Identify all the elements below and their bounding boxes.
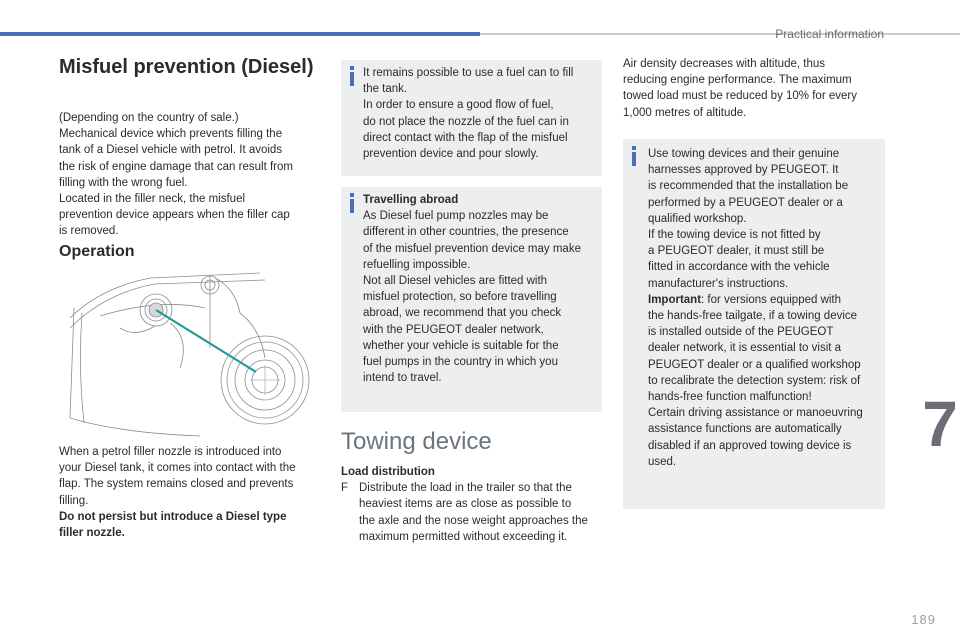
chapter-number: 7 [922, 388, 958, 460]
fuel-can-note [341, 60, 602, 176]
info-icon [347, 193, 357, 213]
text-line: Certain driving assistance or manoeuvring [648, 407, 863, 420]
text-line: tank of a Diesel vehicle with petrol. It avoids [59, 144, 283, 157]
text-line: used. [648, 455, 677, 468]
text-line: harnesses approved by PEUGEOT. It [648, 164, 839, 177]
text-line: As Diesel fuel pump nozzles may be [363, 210, 549, 223]
header-rule [480, 33, 960, 35]
text-line: Not all Diesel vehicles are fitted with [363, 275, 548, 288]
text-line: towed load must be reduced by 10% for every [623, 90, 857, 103]
text-line: abroad, we recommend that you check [363, 307, 562, 320]
text-line: qualified workshop. [648, 212, 747, 225]
info-icon [347, 66, 357, 86]
intro-paragraph [59, 110, 293, 240]
important-label: Important [648, 293, 702, 306]
operation-paragraph [59, 444, 296, 541]
text-line: flap. The system remains closed and prevents [59, 478, 294, 491]
text-line: different in other countries, the presence [363, 226, 569, 239]
text-line [648, 292, 863, 308]
text-line: refuelling impossible. [363, 258, 471, 271]
bullet-marker: F [341, 482, 349, 495]
text-line: the hands-free tailgate, if a towing device [648, 310, 858, 323]
text-line: direct contact with the flap of the misfuel [363, 131, 568, 144]
altitude-paragraph [623, 56, 857, 121]
text-line: whether your vehicle is suitable for the [363, 339, 559, 352]
text-line: manufacturer's instructions. [648, 277, 789, 290]
page-number: 189 [911, 612, 936, 627]
text-line: filling with the wrong fuel. [59, 176, 188, 189]
text-line: intend to travel. [363, 372, 442, 385]
text-line: the tank. [363, 83, 408, 96]
text-line: performed by a PEUGEOT dealer or a [648, 196, 843, 209]
text-line: the risk of engine damage that can result from [59, 160, 293, 173]
text-line: disabled if an approved towing device is [648, 439, 852, 452]
text-line: fuel pumps in the country in which you [363, 356, 558, 369]
text-line-part: : for versions equipped with [701, 293, 842, 306]
text-line: In order to ensure a good flow of fuel, [363, 99, 554, 112]
text-line: Mechanical device which prevents filling the [59, 128, 283, 141]
text-line: Air density decreases with altitude, thus [623, 58, 825, 70]
text-line-part: Distribute the load in the trailer so that the [359, 482, 572, 495]
load-distribution [341, 464, 588, 545]
text-line: filling. [59, 494, 89, 507]
text-line: (Depending on the country of sale.) [59, 112, 239, 124]
text-line: is recommended that the installation be [648, 180, 849, 193]
header-accent-bar [0, 32, 480, 36]
text-line: Located in the filler neck, the misfuel [59, 193, 246, 206]
text-line: dealer network, it is essential to visit a [648, 342, 842, 355]
text-line: hands-free function malfunction! [648, 391, 812, 404]
text-line: If the towing device is not fitted by [648, 229, 821, 242]
text-line: to recalibrate the detection system: risk of [648, 374, 861, 387]
text-line: When a petrol filler nozzle is introduced into [59, 446, 282, 458]
text-line: prevention device and pour slowly. [363, 148, 539, 161]
operation-heading: Operation [59, 243, 135, 260]
text-line [341, 480, 588, 496]
text-line-bold: filler nozzle. [59, 527, 125, 540]
text-line: is installed outside of the PEUGEOT [648, 326, 834, 339]
travelling-abroad-note [341, 187, 602, 412]
text-line: heaviest items are as close as possible to [359, 498, 572, 511]
text-line: is removed. [59, 225, 119, 238]
text-line: assistance functions are automatically [648, 423, 842, 436]
text-line: your Diesel tank, it comes into contact with the [59, 462, 296, 475]
load-title: Load distribution [341, 466, 435, 478]
text-line: prevention device appears when the filler cap [59, 209, 290, 222]
text-line: fitted in accordance with the vehicle [648, 261, 830, 274]
text-line: PEUGEOT dealer or a qualified workshop [648, 358, 861, 371]
towing-devices-note [623, 139, 885, 509]
note-title: Travelling abroad [363, 194, 459, 206]
text-line: 1,000 metres of altitude. [623, 106, 747, 119]
text-line: the axle and the nose weight approaches the [359, 514, 588, 527]
text-line: misfuel protection, so before travelling [363, 291, 557, 304]
text-line-bold: Do not persist but introduce a Diesel type [59, 510, 287, 523]
text-line: reducing engine performance. The maximum [623, 74, 852, 87]
section-title: Practical information [775, 27, 884, 41]
text-line: with the PEUGEOT dealer network, [363, 323, 544, 336]
towing-heading: Towing device [341, 428, 492, 455]
text-line: of the misfuel prevention device may make [363, 242, 581, 255]
text-line: It remains possible to use a fuel can to fill [363, 67, 574, 79]
text-line: a PEUGEOT dealer, it must still be [648, 245, 825, 258]
info-icon [629, 146, 639, 166]
page-title: Misfuel prevention (Diesel) [59, 56, 314, 78]
text-line: Use towing devices and their genuine [648, 148, 840, 160]
filler-neck-illustration [60, 268, 320, 440]
text-line: maximum permitted without exceeding it. [359, 530, 568, 543]
text-line: do not place the nozzle of the fuel can in [363, 115, 569, 128]
